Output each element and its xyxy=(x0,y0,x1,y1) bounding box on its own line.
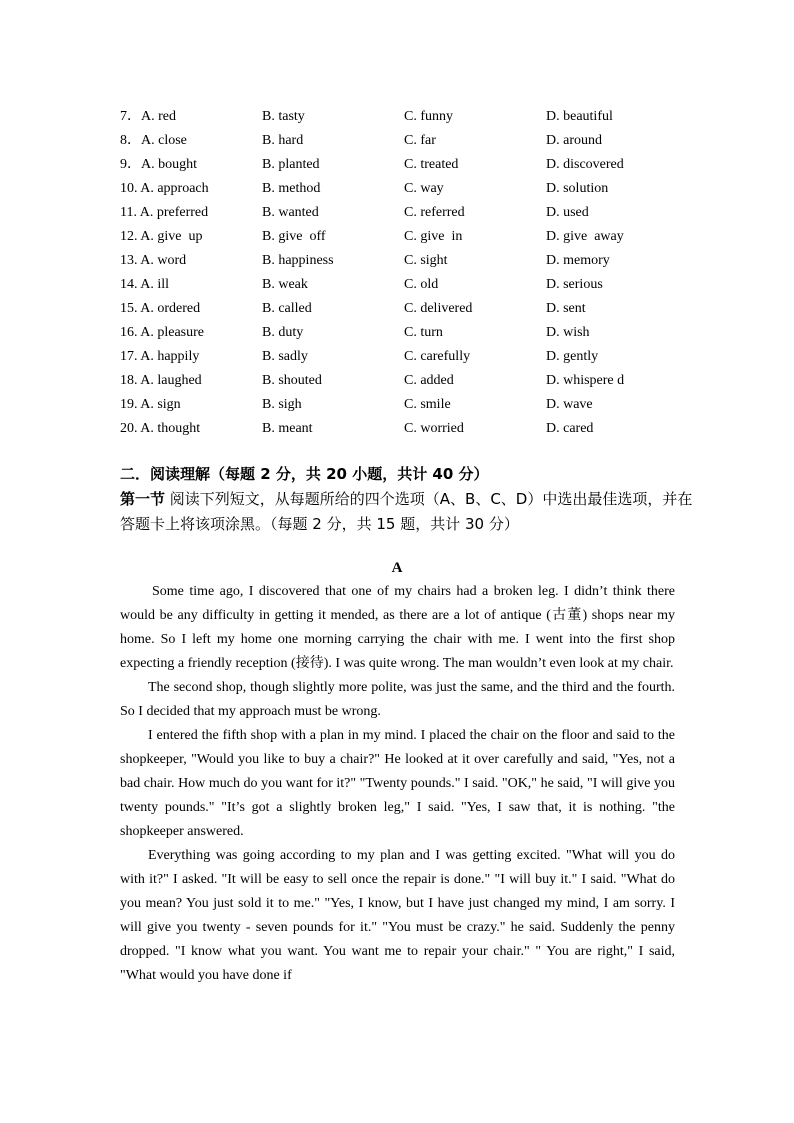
passage-letter: A xyxy=(391,560,403,576)
option-d: D. wave xyxy=(546,397,593,412)
option-d: D. cared xyxy=(546,421,594,436)
option-d: D. around xyxy=(546,133,602,148)
option-b: B. hard xyxy=(262,133,304,148)
option-c: C. sight xyxy=(404,253,448,268)
option-d: D. wish xyxy=(546,325,590,340)
option-row xyxy=(120,226,680,250)
option-b: B. duty xyxy=(262,325,304,340)
option-d: D. discovered xyxy=(546,157,624,172)
reading-passage xyxy=(120,580,675,988)
option-c: C. treated xyxy=(404,157,459,172)
option-c: C. give in xyxy=(404,229,463,244)
option-a: 8．A. close xyxy=(120,133,187,148)
option-row xyxy=(120,322,680,346)
option-c: C. added xyxy=(404,373,454,388)
option-a: 19. A. sign xyxy=(120,397,181,412)
section-instructions-text: 阅读下列短文，从每题所给的四个选项（A、B、C、D）中选出最佳选项，并在答题卡上将该项涂黑。（每题 2 分，共 15 题，共计 30 分） xyxy=(120,490,693,533)
option-a: 10. A. approach xyxy=(120,181,209,196)
option-c: C. delivered xyxy=(404,301,473,316)
option-row xyxy=(120,346,680,370)
option-a: 7．A. red xyxy=(120,109,176,124)
option-d: D. whispere d xyxy=(546,373,625,388)
option-b: B. planted xyxy=(262,157,320,172)
option-row xyxy=(120,370,680,394)
option-a: 12. A. give up xyxy=(120,229,203,244)
option-a: 11. A. preferred xyxy=(120,205,209,220)
option-b: B. sigh xyxy=(262,397,302,412)
option-row xyxy=(120,418,680,442)
option-b: B. meant xyxy=(262,421,313,436)
option-row xyxy=(120,394,680,418)
option-row xyxy=(120,154,680,178)
section-instructions xyxy=(120,487,700,537)
option-a: 13. A. word xyxy=(120,253,187,268)
option-c: C. carefully xyxy=(404,349,471,364)
option-c: C. worried xyxy=(404,421,464,436)
option-d: D. gently xyxy=(546,349,599,364)
option-row xyxy=(120,202,680,226)
option-b: B. wanted xyxy=(262,205,319,220)
option-c: C. way xyxy=(404,181,444,196)
option-row xyxy=(120,298,680,322)
option-b: B. sadly xyxy=(262,349,308,364)
option-d: D. used xyxy=(546,205,589,220)
option-b: B. give off xyxy=(262,229,326,244)
cloze-options-list xyxy=(120,106,680,442)
option-row xyxy=(120,178,680,202)
option-c: C. smile xyxy=(404,397,451,412)
reading-section-header xyxy=(120,462,700,537)
option-a: 20. A. thought xyxy=(120,421,201,436)
option-a: 15. A. ordered xyxy=(120,301,201,316)
option-d: D. serious xyxy=(546,277,603,292)
option-b: B. shouted xyxy=(262,373,322,388)
option-c: C. funny xyxy=(404,109,453,124)
option-b: B. called xyxy=(262,301,312,316)
option-d: D. memory xyxy=(546,253,610,268)
option-row xyxy=(120,106,680,130)
passage-paragraph: Everything was going according to my plan and I was getting excited. "What will you do with it?" I asked. "It will be easy to sell once the repair is done." "I will buy it." I said. "What do you mean? You just sold it to me." "Yes, I know, but I have just changed my mind, I am sorry. I will give you twenty - seven pounds for it." "You must be crazy." he said. Suddenly the penny dropped. "I know what you want. You want me to repair your chair." " You are right," I said, "What would you have done if xyxy=(120,848,675,983)
option-b: B. weak xyxy=(262,277,308,292)
option-row xyxy=(120,130,680,154)
passage-paragraph: I entered the fifth shop with a plan in my mind. I placed the chair on the floor and said to the shopkeeper, "Would you like to buy a chair?" He looked at it over carefully and said, "Yes, not a bad chair. How much do you want for it?" "Twenty pounds." I said. "OK," he said, "I will give you twenty pounds." "It’s got a slightly broken leg," I said. "Yes, I saw that, it is nothing. "the shopkeeper answered. xyxy=(120,728,675,839)
option-d: D. sent xyxy=(546,301,586,316)
option-b: B. tasty xyxy=(262,109,305,124)
section-part-label: 第一节 xyxy=(120,490,166,508)
option-a: 14. A. ill xyxy=(120,277,170,292)
option-a: 16. A. pleasure xyxy=(120,325,204,340)
option-a: 18. A. laughed xyxy=(120,373,202,388)
option-c: C. old xyxy=(404,277,439,292)
option-row xyxy=(120,250,680,274)
option-c: C. referred xyxy=(404,205,465,220)
passage-paragraph: The second shop, though slightly more polite, was just the same, and the third and the fourth. So I decided that my approach must be wrong. xyxy=(120,680,675,719)
option-c: C. turn xyxy=(404,325,443,340)
section-title: 二．阅读理解（每题 2 分，共 20 小题，共计 40 分） xyxy=(120,465,489,483)
option-b: B. happiness xyxy=(262,253,334,268)
option-b: B. method xyxy=(262,181,321,196)
option-row xyxy=(120,274,680,298)
option-c: C. far xyxy=(404,133,436,148)
passage-paragraph: Some time ago, I discovered that one of my chairs had a broken leg. I didn’t think there would be any difficulty in getting it mended, as there are a lot of antique (古董) shops near my home. So I left my home one morning carrying the chair with me. I went into the first shop expecting a friendly reception (接待). I was quite wrong. The man wouldn’t even look at my chair. xyxy=(120,584,675,671)
option-d: D. beautiful xyxy=(546,109,613,124)
option-d: D. give away xyxy=(546,229,624,244)
option-d: D. solution xyxy=(546,181,609,196)
option-a: 9．A. bought xyxy=(120,157,197,172)
option-a: 17. A. happily xyxy=(120,349,200,364)
